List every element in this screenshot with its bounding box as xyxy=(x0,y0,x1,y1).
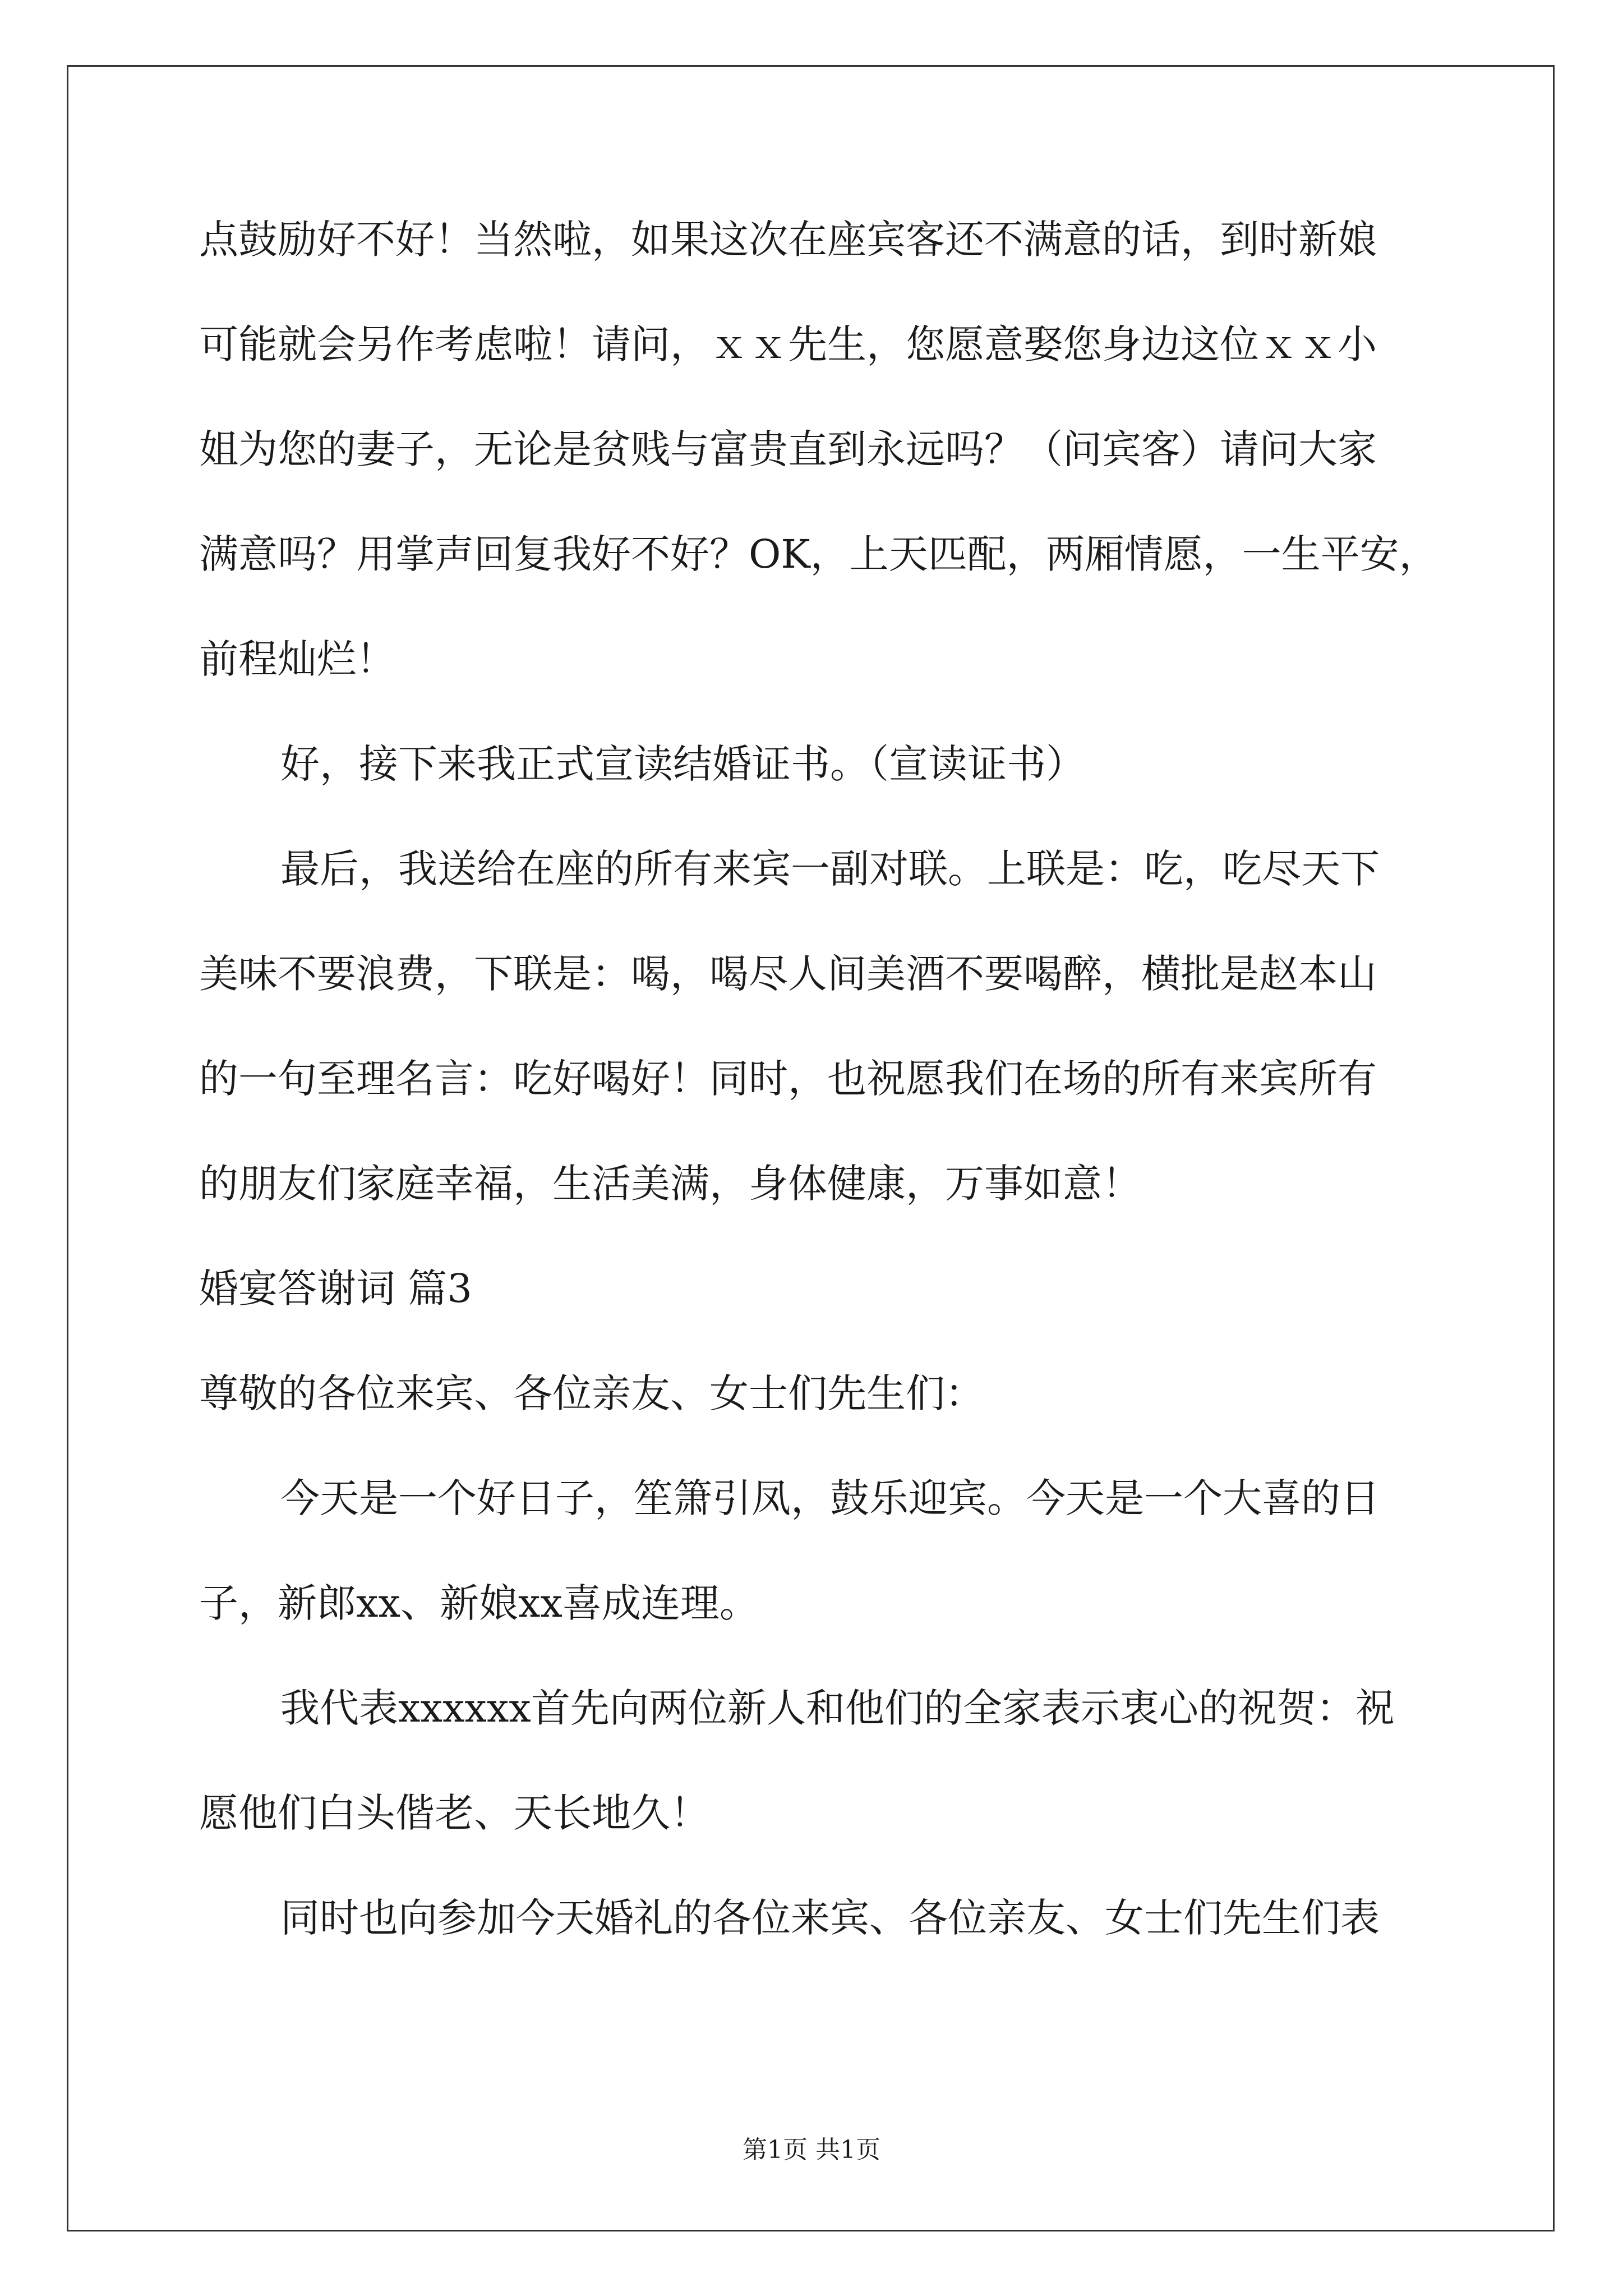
paragraph-first-line: 我代表xxxxxx首先向两位新人和他们的全家表示衷心的祝贺：祝 xyxy=(280,1685,1395,1731)
text-line: 点鼓励好不好！当然啦，如果这次在座宾客还不满意的话，到时新娘 xyxy=(199,217,1377,263)
text-line: 美味不要浪费，下联是：喝，喝尽人间美酒不要喝醉，横批是赵本山 xyxy=(199,951,1377,997)
salutation: 尊敬的各位来宾、各位亲友、女士们先生们： xyxy=(199,1370,984,1416)
text-line: 愿他们白头偕老、天长地久！ xyxy=(199,1790,709,1836)
section-heading: 婚宴答谢词 篇3 xyxy=(199,1266,472,1312)
text-line: 子，新郎xx、新娘xx喜成连理。 xyxy=(199,1580,759,1626)
text-line: 的朋友们家庭幸福，生活美满，身体健康，万事如意！ xyxy=(199,1161,1141,1207)
text-line: 姐为您的妻子，无论是贫贱与富贵直到永远吗？（问宾客）请问大家 xyxy=(199,426,1377,472)
paragraph-first-line: 好，接下来我正式宣读结婚证书。（宣读证书） xyxy=(280,741,1085,787)
paragraph-first-line: 最后，我送给在座的所有来宾一副对联。上联是：吃，吃尽天下 xyxy=(280,846,1380,892)
text-line: 前程灿烂！ xyxy=(199,636,395,682)
text-line: 可能就会另作考虑啦！请问，ｘｘ先生，您愿意娶您身边这位ｘｘ小 xyxy=(199,321,1377,367)
paragraph-first-line: 同时也向参加今天婚礼的各位来宾、各位亲友、女士们先生们表 xyxy=(280,1895,1380,1941)
paragraph-first-line: 今天是一个好日子，笙箫引凤，鼓乐迎宾。今天是一个大喜的日 xyxy=(280,1475,1380,1521)
text-line: 满意吗？用掌声回复我好不好？OK，上天匹配，两厢情愿，一生平安， xyxy=(199,531,1438,577)
page-footer: 第1页 共1页 xyxy=(743,2136,880,2164)
text-line: 的一句至理名言：吃好喝好！同时，也祝愿我们在场的所有来宾所有 xyxy=(199,1056,1377,1102)
